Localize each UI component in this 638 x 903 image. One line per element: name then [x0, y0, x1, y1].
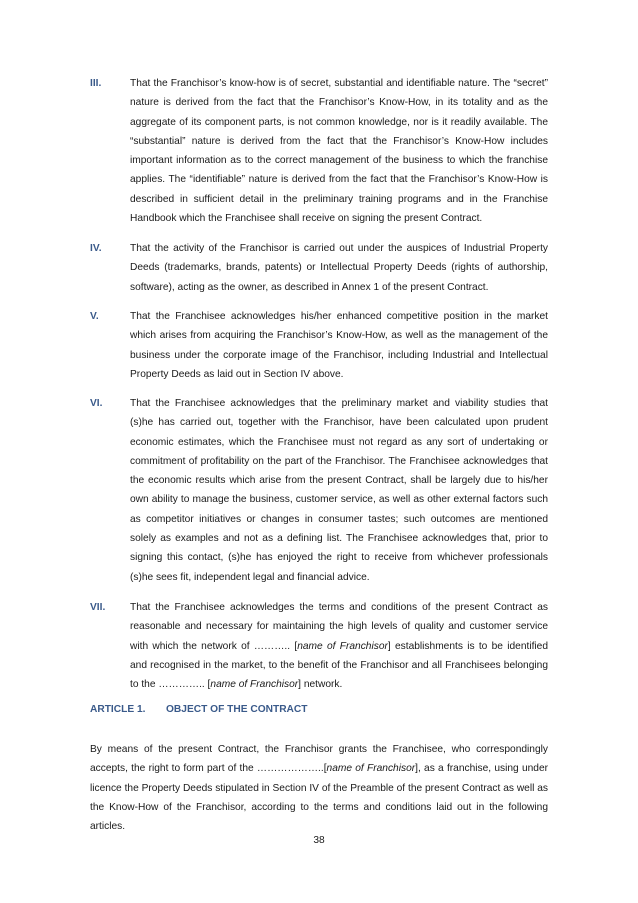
clause-text: That the activity of the Franchisor is carried out under the auspices of Industrial Property Deeds (trademarks, brands, patents) or Intellectual Property Deeds (rights of authorship, software), acting as the owner, as described in Annex 1 of the present Contract.	[130, 243, 548, 293]
article-heading	[90, 700, 548, 719]
page-number: 38	[313, 835, 325, 846]
clause-vi	[90, 394, 548, 587]
clause-vii	[90, 598, 548, 694]
placeholder-franchisor-name: name of Franchisor	[297, 640, 388, 652]
clause-iii	[90, 74, 548, 228]
clause-v	[90, 307, 548, 384]
clause-text: That the Franchisee acknowledges that the preliminary market and viability studies that (s)he has carried out, together with the Franchisor, have been calculated upon prudent economic estimates, which the Franchisee must not regard as any sort of undertaking or commitment of profitability on the part of the Franchisor. The Franchisee acknowledges that the economic results which arise from the present Contract, shall be largely due to his/her own ability to manage the business, customer service, as well as other external factors such as competitor initiatives or changes in consumer tastes; such outcomes are mentioned solely as examples and not as a defining list. The Franchisee acknowledges that, prior to signing this contact, (s)he has enjoyed the right to receive from whichever professionals (s)he sees fit, independent legal and financial advice.	[130, 398, 548, 583]
clause-iv	[90, 239, 548, 297]
clause-text: That the Franchisor’s know-how is of secret, substantial and identifiable nature. The “secret” nature is derived from the fact that the Franchisor’s Know-How, in its totality and as the aggregate of its component parts, is not common knowledge, nor is it readily available. The “substantial” nature is derived from the fact that the Franchisor’s Know-How includes important information as to the correct management of the business to which the franchise applies. The “identifiable” nature is derived from the fact that the Franchisor’s Know-How is described in sufficient detail in the preliminary training programs and in the Franchise Handbook which the Franchisee shall receive on signing the present Contract.	[130, 78, 548, 225]
article-number: ARTICLE 1.	[90, 704, 146, 715]
article-title: OBJECT OF THE CONTRACT	[166, 704, 308, 715]
clause-number: V.	[90, 311, 99, 322]
clause-number: III.	[90, 78, 102, 89]
article-body: By means of the present Contract, the Franchisor grants the Franchisee, who correspondingly accepts, the right to form part of the ………………..[name of Franchisor], as a franchise, using under licence the Property Deeds stipulated in Section IV of the Preamble of the present Contract as well as the Know-How of the Franchisor, according to the terms and conditions laid out in the following articles.	[90, 744, 549, 833]
clause-number: IV.	[90, 243, 102, 254]
clause-number: VI.	[90, 398, 103, 409]
clause-text: That the Franchisee acknowledges his/her enhanced competitive position in the market which arises from acquiring the Franchisor’s Know-How, as well as the management of the business under the corporate image of the Franchisor, including Industrial and Intellectual Property Deeds as laid out in Section IV above.	[130, 311, 548, 380]
placeholder-franchisor-name: name of Franchisor	[326, 763, 416, 775]
clause-text: That the Franchisee acknowledges the terms and conditions of the present Contract as reasonable and necessary for maintaining the high levels of quality and customer service with which the network of ……….. [name of Franchisor] establishments is to be identified and recognised in the market, to the benefit of the Franchisor and all Franchisees belonging to the ………….. [name of Franchisor] network.	[130, 602, 549, 691]
clause-number: VII.	[90, 602, 106, 613]
placeholder-franchisor-name: name of Franchisor	[210, 679, 299, 691]
